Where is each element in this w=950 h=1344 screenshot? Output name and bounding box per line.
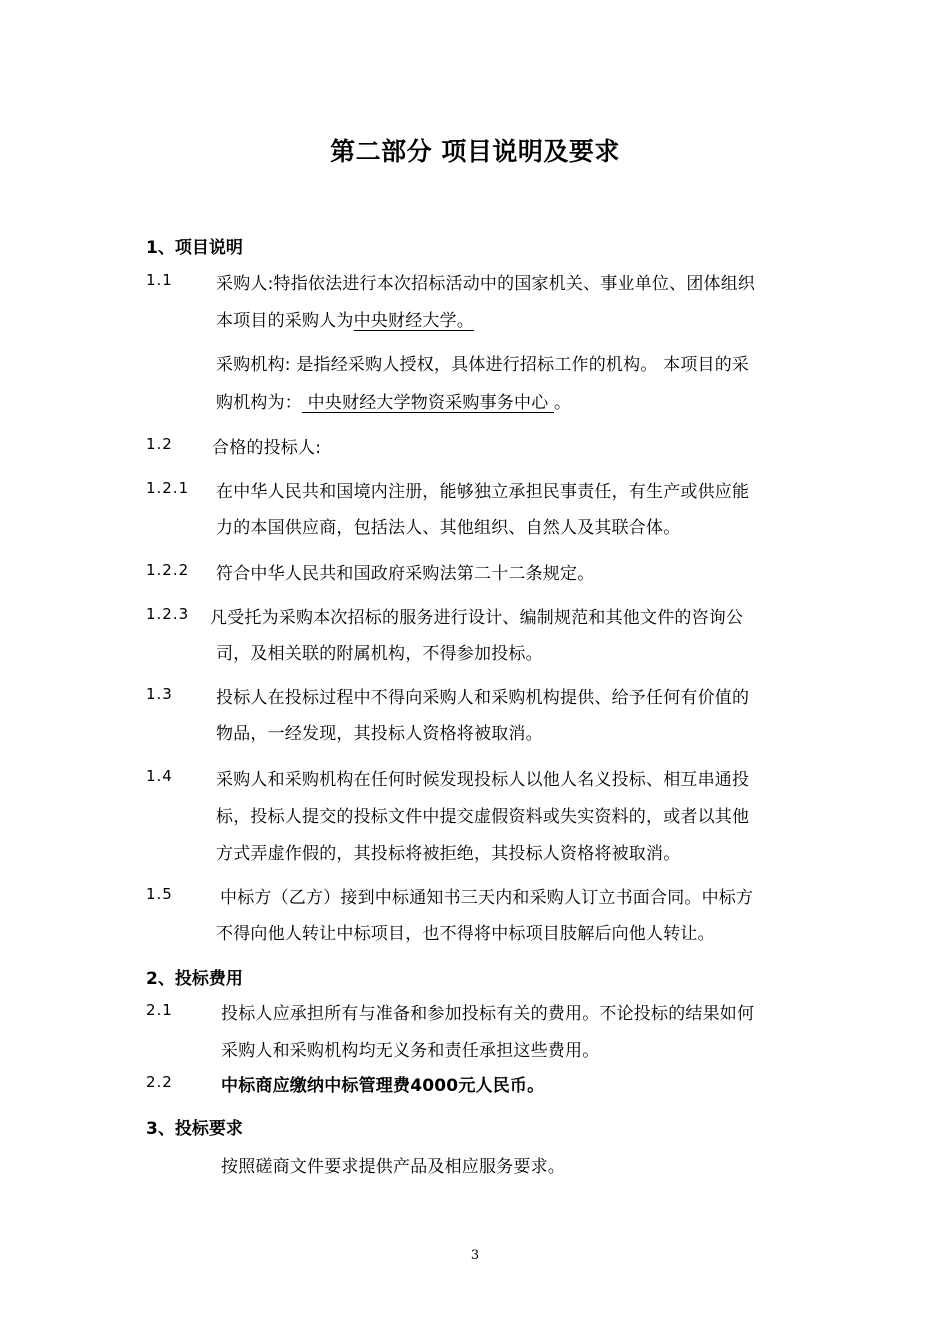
item-1-2-3-line-1: 凡受托为采购本次招标的服务进行设计、编制规范和其他文件的咨询公: [210, 608, 744, 628]
item-number-1-2-3: 1.2.3: [146, 605, 190, 623]
item-1-3-line-2: 物品，一经发现，其投标人资格将被取消。: [216, 724, 543, 744]
item-1-3-line-1: 投标人在投标过程中不得向采购人和采购机构提供、给予任何有价值的: [216, 688, 750, 708]
item-1-4-line-1: 采购人和采购机构在任何时候发现投标人以他人名义投标、相互串通投: [216, 770, 750, 790]
section-1-heading: 1、项目说明: [146, 238, 243, 258]
section-3-line-1: 按照磋商文件要求提供产品及相应服务要求。: [221, 1157, 565, 1177]
item-2-2-line-1: 中标商应缴纳中标管理费4000元人民币。: [221, 1076, 545, 1096]
item-number-1-2: 1.2: [146, 435, 173, 453]
item-1-5-line-1: 中标方（乙方）接到中标通知书三天内和采购人订立书面合同。中标方: [220, 888, 754, 908]
item-1-4-line-3: 方式弄虚作假的，其投标将被拒绝，其投标人资格将被取消。: [216, 844, 681, 864]
item-number-2-1: 2.1: [146, 1001, 173, 1019]
item-1-5-line-2: 不得向他人转让中标项目，也不得将中标项目肢解后向他人转让。: [216, 924, 715, 944]
item-1-2-2-line-1: 符合中华人民共和国政府采购法第二十二条规定。: [216, 564, 595, 584]
page-number: 3: [470, 1248, 480, 1263]
item-1-2-3-line-2: 司，及相关联的附属机构，不得参加投标。: [216, 644, 543, 664]
purchaser-label: 本项目的采购人为: [216, 311, 354, 331]
item-number-2-2: 2.2: [146, 1073, 173, 1091]
section-2-heading: 2、投标费用: [146, 969, 243, 989]
item-1-1-line-3: 采购机构: 是指经采购人授权，具体进行招标工作的机构。 本项目的采: [216, 355, 750, 375]
item-number-1-1: 1.1: [146, 271, 173, 289]
item-1-2-line-1: 合格的投标人:: [212, 438, 322, 458]
agency-name: 中央财经大学物资采购事务中心: [302, 393, 555, 413]
item-number-1-3: 1.3: [146, 685, 173, 703]
item-1-1-line-4: [216, 388, 571, 413]
item-number-1-4: 1.4: [146, 767, 173, 785]
item-number-1-2-2: 1.2.2: [146, 561, 190, 579]
agency-label: 购机构为：: [216, 393, 302, 413]
section-3-heading: 3、投标要求: [146, 1119, 243, 1139]
item-number-1-5: 1.5: [146, 885, 173, 903]
item-1-1-line-1: 采购人:特指依法进行本次招标活动中的国家机关、事业单位、团体组织: [216, 274, 756, 294]
item-1-2-1-line-2: 力的本国供应商，包括法人、其他组织、自然人及其联合体。: [216, 518, 681, 538]
item-2-1-line-1: 投标人应承担所有与准备和参加投标有关的费用。不论投标的结果如何: [221, 1004, 755, 1024]
item-1-1-line-2: [216, 306, 474, 331]
item-number-1-2-1: 1.2.1: [146, 479, 190, 497]
item-1-4-line-2: 标，投标人提交的投标文件中提交虚假资料或失实资料的，或者以其他: [216, 807, 750, 827]
agency-suffix: 。: [554, 393, 572, 413]
item-2-1-line-2: 采购人和采购机构均无义务和责任承担这些费用。: [221, 1041, 600, 1061]
item-1-2-1-line-1: 在中华人民共和国境内注册，能够独立承担民事责任，有生产或供应能: [216, 482, 750, 502]
page-title: 第二部分 项目说明及要求: [330, 137, 620, 166]
purchaser-name: 中央财经大学。: [353, 311, 475, 331]
